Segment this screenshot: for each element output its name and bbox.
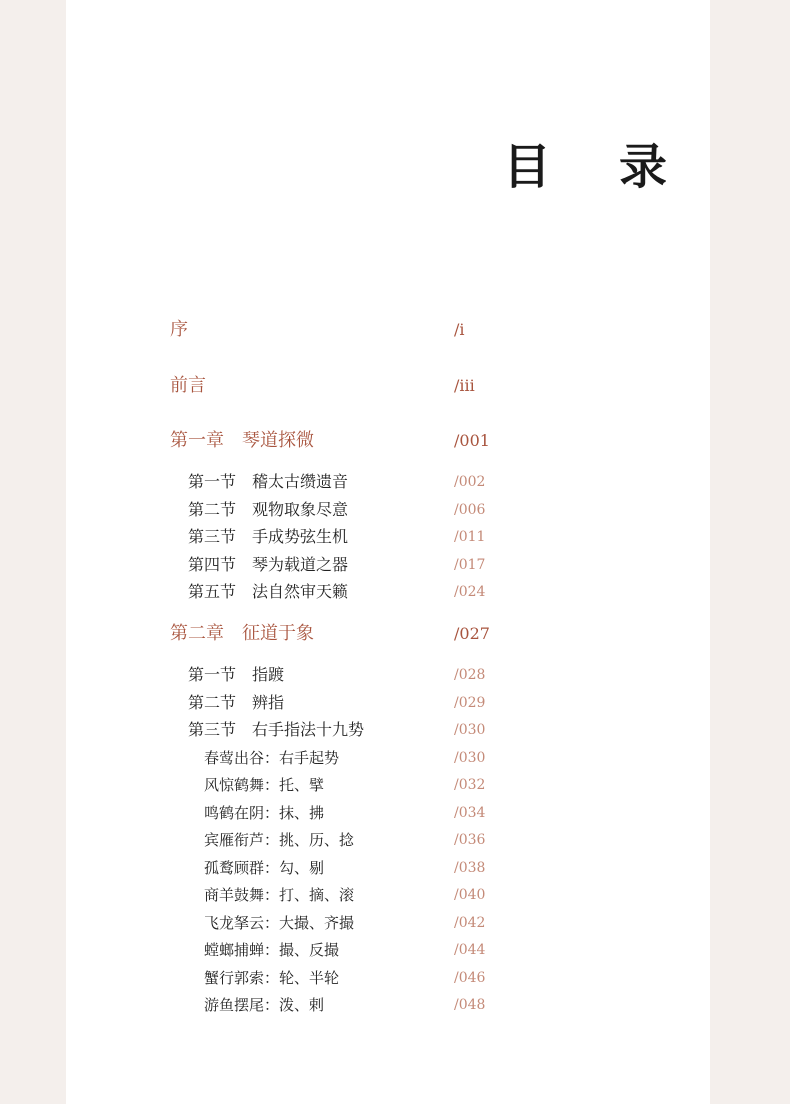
toc-entry-label: 商羊鼓舞：打、摘、滚 bbox=[204, 886, 355, 904]
toc-entry-label: 飞龙拏云：大撮、齐撮 bbox=[204, 914, 355, 932]
toc-entry-label: 第四节 琴为载道之器 bbox=[188, 555, 349, 574]
toc-entry-section[interactable] bbox=[0, 690, 790, 716]
toc-entry-subsection[interactable] bbox=[0, 965, 790, 991]
toc-entry-foreword[interactable] bbox=[0, 373, 790, 399]
toc-entry-section[interactable] bbox=[0, 524, 790, 550]
toc-entry-preface[interactable] bbox=[0, 317, 790, 343]
toc-entry-section[interactable] bbox=[0, 579, 790, 605]
title-char-1: 目 bbox=[503, 139, 552, 195]
toc-entry-page: /006 bbox=[454, 502, 486, 518]
toc-entry-subsection[interactable] bbox=[0, 745, 790, 771]
toc-entry-page: /046 bbox=[454, 970, 486, 986]
toc-entry-label: 蟹行郭索：轮、半轮 bbox=[204, 969, 340, 987]
page-title bbox=[503, 128, 668, 195]
toc-entry-section[interactable] bbox=[0, 469, 790, 495]
toc-entry-label: 春莺出谷：右手起势 bbox=[204, 749, 340, 767]
toc-entry-section[interactable] bbox=[0, 717, 790, 743]
toc-entry-label: 孤鹜顾群：勾、剔 bbox=[204, 859, 325, 877]
toc-entry-page: /036 bbox=[454, 832, 486, 848]
toc-entry-subsection[interactable] bbox=[0, 855, 790, 881]
toc-entry-label: 第一节 稽太古缵遗音 bbox=[188, 472, 349, 491]
toc-entry-label: 第二节 观物取象尽意 bbox=[188, 500, 349, 519]
toc-entry-page: /011 bbox=[454, 529, 486, 545]
toc-entry-label: 前言 bbox=[170, 375, 206, 396]
toc-entry-page: /044 bbox=[454, 942, 486, 958]
toc-entry-subsection[interactable] bbox=[0, 992, 790, 1018]
toc-entry-page: /042 bbox=[454, 915, 486, 931]
toc-entry-label: 螳螂捕蝉：撮、反撮 bbox=[204, 941, 340, 959]
toc-entry-page: /030 bbox=[454, 722, 486, 738]
toc-entry-subsection[interactable] bbox=[0, 772, 790, 798]
toc-entry-subsection[interactable] bbox=[0, 800, 790, 826]
toc-entry-subsection[interactable] bbox=[0, 827, 790, 853]
toc-entry-page: /002 bbox=[454, 474, 486, 490]
toc-entry-page: /048 bbox=[454, 997, 486, 1013]
toc-entry-page: /038 bbox=[454, 860, 486, 876]
toc-entry-label: 第二节 辨指 bbox=[188, 693, 285, 712]
toc-entry-page: /ⅲ bbox=[454, 376, 475, 395]
toc-entry-page: /027 bbox=[454, 624, 490, 643]
toc-entry-chapter-2[interactable] bbox=[0, 621, 790, 647]
toc-entry-page: /029 bbox=[454, 695, 486, 711]
toc-entry-label: 第二章 征道于象 bbox=[170, 623, 314, 644]
toc-entry-label: 宾雁衔芦：挑、历、捻 bbox=[204, 831, 355, 849]
toc-entry-page: /034 bbox=[454, 805, 486, 821]
toc-entry-subsection[interactable] bbox=[0, 937, 790, 963]
toc-entry-section[interactable] bbox=[0, 552, 790, 578]
toc-entry-page: /028 bbox=[454, 667, 486, 683]
toc-entry-page: /ⅰ bbox=[454, 320, 465, 339]
toc-entry-label: 序 bbox=[170, 319, 188, 340]
toc-entry-chapter-1[interactable] bbox=[0, 428, 790, 454]
toc-entry-label: 第三节 手成势弦生机 bbox=[188, 527, 349, 546]
toc-entry-subsection[interactable] bbox=[0, 882, 790, 908]
title-char-2: 录 bbox=[619, 139, 668, 195]
toc-entry-page: /001 bbox=[454, 431, 490, 450]
toc-entry-section[interactable] bbox=[0, 497, 790, 523]
toc-entry-page: /024 bbox=[454, 584, 486, 600]
toc-entry-label: 第一节 指踱 bbox=[188, 665, 285, 684]
toc-entry-page: /032 bbox=[454, 777, 486, 793]
toc-entry-page: /030 bbox=[454, 750, 486, 766]
toc-entry-label: 第三节 右手指法十九势 bbox=[188, 720, 365, 739]
toc-entry-subsection[interactable] bbox=[0, 910, 790, 936]
toc-entry-label: 风惊鹤舞：托、擘 bbox=[204, 776, 325, 794]
toc-entry-page: /040 bbox=[454, 887, 486, 903]
toc-entry-page: /017 bbox=[454, 557, 486, 573]
toc-entry-label: 游鱼摆尾：泼、剌 bbox=[204, 996, 325, 1014]
toc-entry-label: 鸣鹤在阴：抹、拂 bbox=[204, 804, 325, 822]
toc-entry-label: 第五节 法自然审天籁 bbox=[188, 582, 349, 601]
toc-entry-section[interactable] bbox=[0, 662, 790, 688]
toc-entry-label: 第一章 琴道探微 bbox=[170, 430, 314, 451]
